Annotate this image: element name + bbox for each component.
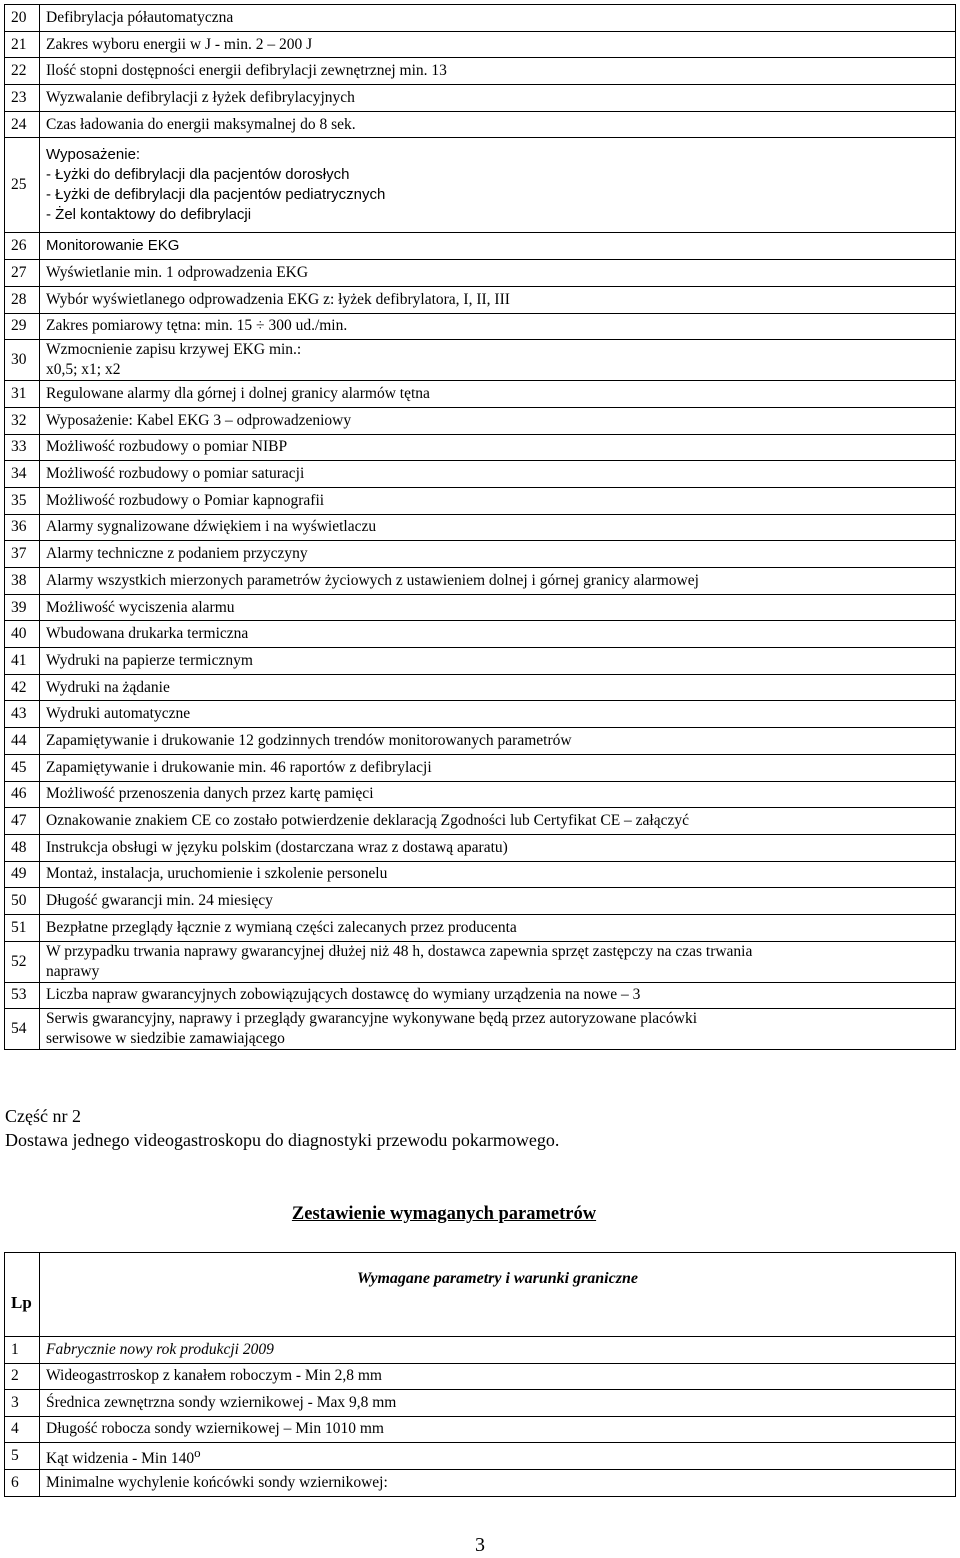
table-row	[5, 701, 956, 728]
row-text-line: W przypadku trwania naprawy gwarancyjnej dłużej niż 48 h, dostawca zapewnia sprzęt zastępczy na czas trwania	[46, 942, 753, 960]
table-row	[5, 31, 956, 58]
row-number: 40	[5, 621, 40, 648]
table-row	[5, 313, 956, 340]
row-number: 53	[5, 982, 40, 1009]
table-row	[5, 861, 956, 888]
row-number: 44	[5, 728, 40, 755]
row-number: 20	[5, 5, 40, 32]
row-number: 26	[5, 233, 40, 260]
table-row	[5, 621, 956, 648]
row-text: Możliwość rozbudowy o pomiar NIBP	[40, 434, 956, 461]
table-header-row	[5, 1253, 956, 1337]
row-number: 39	[5, 594, 40, 621]
table-row	[5, 808, 956, 835]
row-number: 35	[5, 487, 40, 514]
table-row	[5, 1443, 956, 1470]
row-number: 42	[5, 674, 40, 701]
row-number: 48	[5, 834, 40, 861]
table-row	[5, 941, 956, 982]
row-text	[40, 1009, 956, 1050]
row-text: Wyświetlanie min. 1 odprowadzenia EKG	[40, 260, 956, 287]
row-text-line: Serwis gwarancyjny, naprawy i przeglądy gwarancyjne wykonywane będą przez autoryzowane placówki	[46, 1010, 698, 1028]
row-number: 45	[5, 754, 40, 781]
row-text	[40, 1443, 956, 1470]
row-number: 34	[5, 461, 40, 488]
row-number: 37	[5, 541, 40, 568]
table-row	[5, 514, 956, 541]
table-row	[5, 461, 956, 488]
row-text: Wideogastrroskop z kanałem roboczym - Min 2,8 mm	[40, 1363, 956, 1390]
table-row	[5, 834, 956, 861]
row-number: 2	[5, 1363, 40, 1390]
row-text: Wydruki na żądanie	[40, 674, 956, 701]
row-text: Wydruki na papierze termicznym	[40, 648, 956, 675]
page-number: 3	[475, 1534, 485, 1556]
lp-header: Lp	[5, 1253, 40, 1337]
table-row	[5, 58, 956, 85]
row-number: 25	[5, 138, 40, 233]
table-row	[5, 233, 956, 260]
row-text-line: naprawy	[46, 962, 100, 980]
table-row	[5, 138, 956, 233]
table-row	[5, 728, 956, 755]
table-row	[5, 541, 956, 568]
defibrillator-parameters-table	[4, 4, 956, 1050]
table-row	[5, 1337, 956, 1364]
row-text: Zakres pomiarowy tętna: min. 15 ÷ 300 ud./min.	[40, 313, 956, 340]
row-text-line: Wzmocnienie zapisu krzywej EKG min.:	[46, 341, 302, 359]
row-number: 43	[5, 701, 40, 728]
table-row	[5, 407, 956, 434]
row-text: Wydruki automatyczne	[40, 701, 956, 728]
row-text-line: - Łyżki do defibrylacji dla pacjentów dorosłych	[46, 166, 350, 184]
row-text: Fabrycznie nowy rok produkcji 2009	[40, 1337, 956, 1364]
row-text: Możliwość rozbudowy o Pomiar kapnografii	[40, 487, 956, 514]
table-row	[5, 888, 956, 915]
table-row	[5, 381, 956, 408]
row-text: Alarmy techniczne z podaniem przyczyny	[40, 541, 956, 568]
row-text: Średnica zewnętrzna sondy wziernikowej - Max 9,8 mm	[40, 1390, 956, 1417]
row-text: Bezpłatne przeglądy łącznie z wymianą części zalecanych przez producenta	[40, 914, 956, 941]
row-text	[40, 138, 956, 233]
row-text: Alarmy sygnalizowane dźwiękiem i na wyświetlaczu	[40, 514, 956, 541]
row-number: 23	[5, 85, 40, 112]
row-number: 32	[5, 407, 40, 434]
table-row	[5, 260, 956, 287]
row-text: Wybór wyświetlanego odprowadzenia EKG z: łyżek defibrylatora, I, II, III	[40, 286, 956, 313]
row-number: 46	[5, 781, 40, 808]
table-row	[5, 1363, 956, 1390]
row-text: Możliwość wyciszenia alarmu	[40, 594, 956, 621]
row-number: 54	[5, 1009, 40, 1050]
table-row	[5, 1390, 956, 1417]
table-row	[5, 434, 956, 461]
degree-superscript: o	[194, 1445, 201, 1460]
row-number: 6	[5, 1470, 40, 1497]
row-number: 1	[5, 1337, 40, 1364]
part-title: Część nr 2	[5, 1106, 81, 1126]
row-number: 21	[5, 31, 40, 58]
row-number: 3	[5, 1390, 40, 1417]
row-text: Monitorowanie EKG	[40, 233, 956, 260]
row-text: Czas ładowania do energii maksymalnej do 8 sek.	[40, 111, 956, 138]
table-row	[5, 111, 956, 138]
part-description: Dostawa jednego videogastroskopu do diagnostyki przewodu pokarmowego.	[5, 1130, 560, 1150]
row-text: Alarmy wszystkich mierzonych parametrów życiowych z ustawieniem dolnej i górnej granicy alarmowej	[40, 568, 956, 595]
row-text: Liczba napraw gwarancyjnych zobowiązujących dostawcę do wymiany urządzenia na nowe – 3	[40, 982, 956, 1009]
table-row	[5, 754, 956, 781]
table-row	[5, 487, 956, 514]
row-text: Instrukcja obsługi w języku polskim (dostarczana wraz z dostawą aparatu)	[40, 834, 956, 861]
row-number: 30	[5, 340, 40, 381]
row-text: Oznakowanie znakiem CE co zostało potwierdzenie deklaracją Zgodności lub Certyfikat CE – załączyć	[40, 808, 956, 835]
summary-heading: Zestawienie wymaganych parametrów	[291, 1204, 597, 1224]
table-row	[5, 568, 956, 595]
row-text-line: - Łyżki de defibrylacji dla pacjentów pediatrycznych	[46, 186, 386, 204]
row-text: Wyzwalanie defibrylacji z łyżek defibrylacyjnych	[40, 85, 956, 112]
row-text: Wbudowana drukarka termiczna	[40, 621, 956, 648]
row-text	[40, 340, 956, 381]
row-text	[40, 941, 956, 982]
gastroscope-parameters-table	[4, 1252, 956, 1497]
row-number: 47	[5, 808, 40, 835]
row-text-line: x0,5; x1; x2	[46, 361, 121, 379]
table-row	[5, 85, 956, 112]
table-row	[5, 1416, 956, 1443]
row-text: Defibrylacja półautomatyczna	[40, 5, 956, 32]
row-number: 5	[5, 1443, 40, 1470]
row-number: 41	[5, 648, 40, 675]
table-row	[5, 914, 956, 941]
table-row	[5, 674, 956, 701]
row-number: 33	[5, 434, 40, 461]
row-text-main: Kąt widzenia - Min 140	[46, 1450, 195, 1468]
row-text: Zakres wyboru energii w J - min. 2 – 200 J	[40, 31, 956, 58]
row-text: Minimalne wychylenie końcówki sondy wziernikowej:	[40, 1470, 956, 1497]
row-number: 49	[5, 861, 40, 888]
row-text: Możliwość przenoszenia danych przez kartę pamięci	[40, 781, 956, 808]
row-text: Możliwość rozbudowy o pomiar saturacji	[40, 461, 956, 488]
requirements-header: Wymagane parametry i warunki graniczne	[40, 1253, 956, 1337]
table-row	[5, 594, 956, 621]
row-text: Montaż, instalacja, uruchomienie i szkolenie personelu	[40, 861, 956, 888]
row-text: Zapamiętywanie i drukowanie min. 46 raportów z defibrylacji	[40, 754, 956, 781]
row-text: Regulowane alarmy dla górnej i dolnej granicy alarmów tętna	[40, 381, 956, 408]
row-number: 50	[5, 888, 40, 915]
row-number: 4	[5, 1416, 40, 1443]
row-text-line: serwisowe w siedzibie zamawiającego	[46, 1030, 285, 1048]
table-row	[5, 286, 956, 313]
table-row	[5, 1470, 956, 1497]
table-row	[5, 1009, 956, 1050]
table-row	[5, 5, 956, 32]
table-row	[5, 340, 956, 381]
row-number: 29	[5, 313, 40, 340]
row-text-line: Wyposażenie:	[46, 146, 141, 164]
row-text: Ilość stopni dostępności energii defibrylacji zewnętrznej min. 13	[40, 58, 956, 85]
row-number: 36	[5, 514, 40, 541]
row-text: Zapamiętywanie i drukowanie 12 godzinnych trendów monitorowanych parametrów	[40, 728, 956, 755]
row-number: 24	[5, 111, 40, 138]
row-text: Długość gwarancji min. 24 miesięcy	[40, 888, 956, 915]
row-number: 38	[5, 568, 40, 595]
row-number: 31	[5, 381, 40, 408]
row-number: 27	[5, 260, 40, 287]
row-number: 22	[5, 58, 40, 85]
row-text: Długość robocza sondy wziernikowej – Min 1010 mm	[40, 1416, 956, 1443]
row-text-line: - Żel kontaktowy do defibrylacji	[46, 206, 252, 224]
row-number: 51	[5, 914, 40, 941]
table-row	[5, 648, 956, 675]
row-number: 52	[5, 941, 40, 982]
row-number: 28	[5, 286, 40, 313]
table-row	[5, 982, 956, 1009]
table-row	[5, 781, 956, 808]
row-text: Wyposażenie: Kabel EKG 3 – odprowadzeniowy	[40, 407, 956, 434]
